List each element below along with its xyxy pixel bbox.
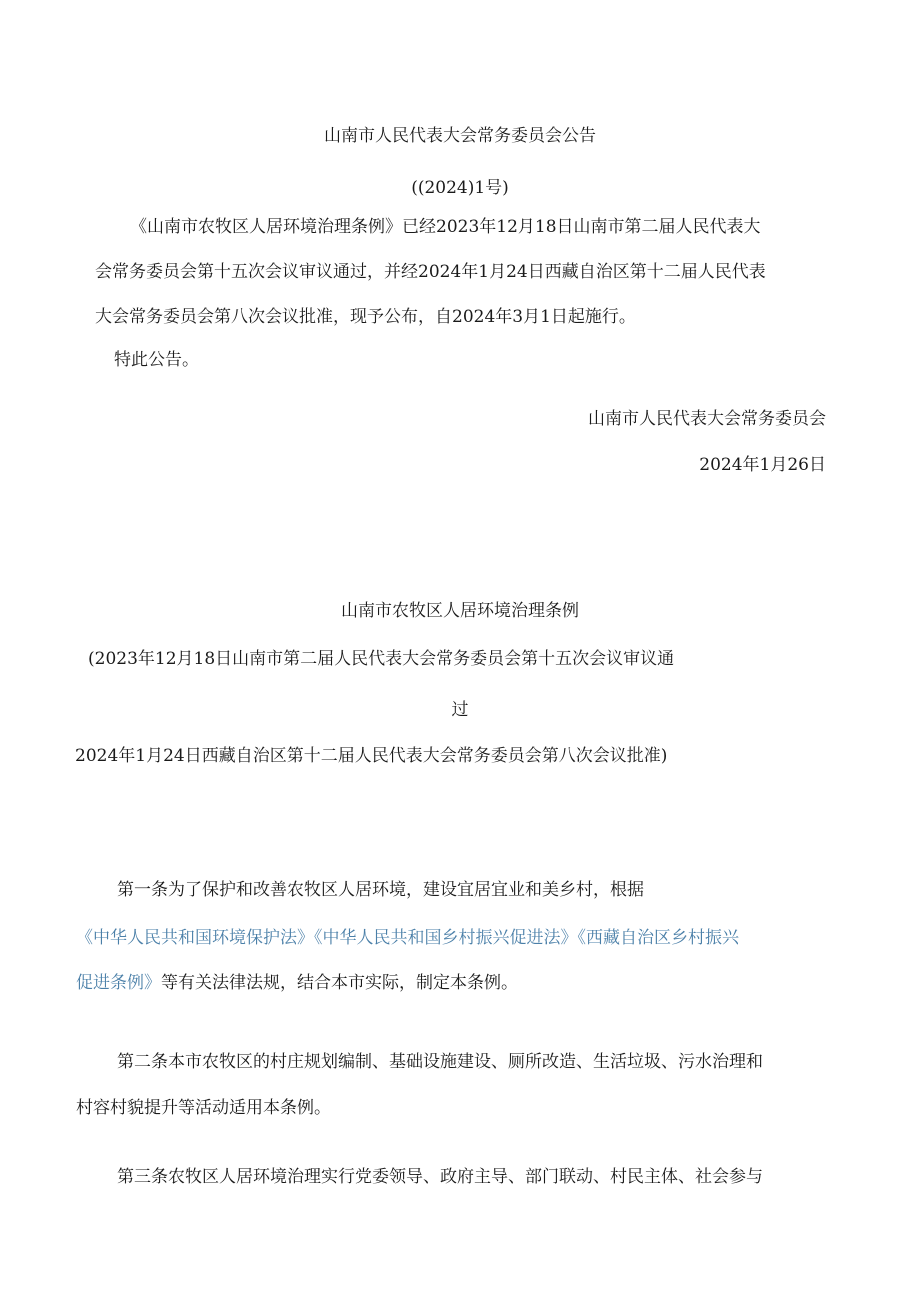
regulation-title: 山南市农牧区人居环境治理条例 xyxy=(341,601,579,621)
announcement-signature: 山南市人民代表大会常务委员会 xyxy=(588,409,826,429)
announcement-closing: 特此公告。 xyxy=(114,350,199,370)
announcement-date: 2024年1月26日 xyxy=(699,455,826,475)
article-1-line-3 xyxy=(76,975,518,992)
article-1-line-1: 第一条为了保护和改善农牧区人居环境，建设宜居宜业和美乡村，根据 xyxy=(117,880,644,900)
regulation-subtitle-line-1: (2023年12月18日山南市第二届人民代表大会常务委员会第十五次会议审议通 xyxy=(88,649,675,669)
announcement-body-line-3: 大会常务委员会第八次会议批准，现予公布，自2024年3月1日起施行。 xyxy=(95,307,636,327)
article-3-line-1: 第三条农牧区人居环境治理实行党委领导、政府主导、部门联动、村民主体、社会参与 xyxy=(117,1167,763,1187)
article-1-line-2 xyxy=(76,930,739,947)
law-link-tibet-rural-revitalization[interactable]: 《西藏自治区乡村振兴 xyxy=(577,928,739,948)
announcement-number: ((2024)1号) xyxy=(411,178,509,198)
announcement-title: 山南市人民代表大会常务委员会公告 xyxy=(324,126,596,146)
law-link-tibet-rural-revitalization-cont[interactable]: 促进条例》 xyxy=(76,973,161,993)
announcement-body-line-2: 会常务委员会第十五次会议审议通过，并经2024年1月24日西藏自治区第十二届人民代表 xyxy=(95,262,766,282)
announcement-body-line-1: 《山南市农牧区人居环境治理条例》已经2023年12月18日山南市第二届人民代表大 xyxy=(130,217,761,237)
regulation-subtitle-line-3: 2024年1月24日西藏自治区第十二届人民代表大会常务委员会第八次会议批准) xyxy=(75,746,668,766)
article-2-line-2: 村容村貌提升等活动适用本条例。 xyxy=(76,1098,331,1118)
regulation-subtitle-line-2: 过 xyxy=(451,700,469,720)
article-2-line-1: 第二条本市农牧区的村庄规划编制、基础设施建设、厕所改造、生活垃圾、污水治理和 xyxy=(117,1052,763,1072)
law-link-rural-revitalization[interactable]: 《中华人民共和国乡村振兴促进法》 xyxy=(314,928,578,948)
article-1-line-3-text: 等有关法律法规，结合本市实际，制定本条例。 xyxy=(161,973,518,993)
law-link-environmental-protection[interactable]: 《中华人民共和国环境保护法》 xyxy=(76,928,314,948)
